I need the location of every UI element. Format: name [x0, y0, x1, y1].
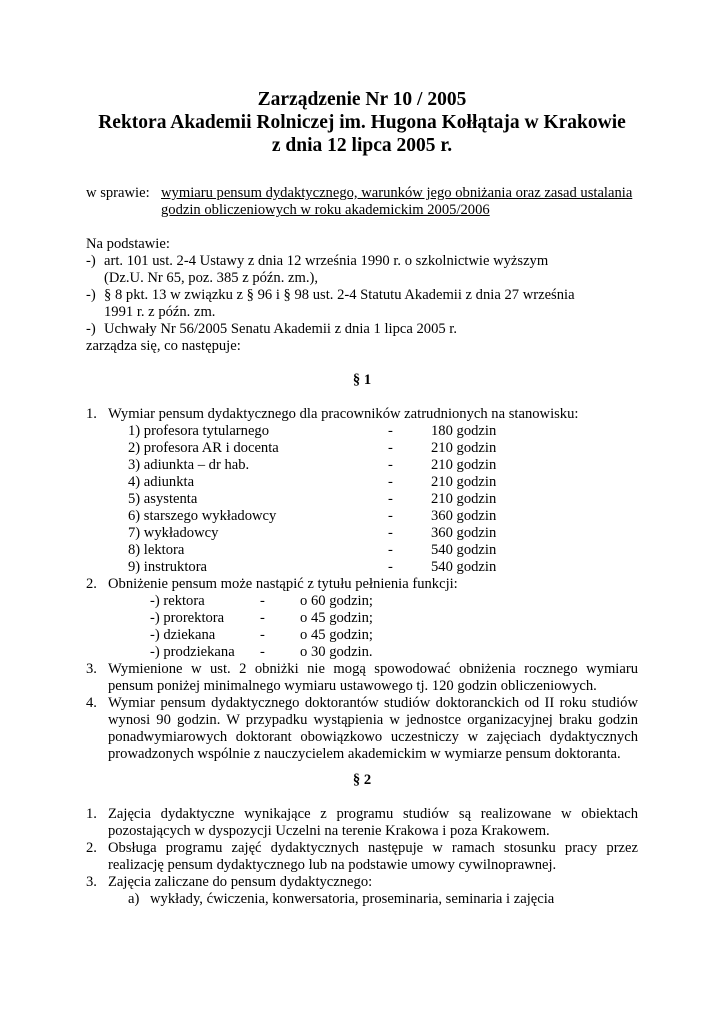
document-title-date: z dnia 12 lipca 2005 r. [271, 135, 453, 156]
s1-p4-line-4: prowadzonych wspólnie z nauczycielem akademickim w wymiarze pensum doktoranta. [108, 746, 621, 762]
s1-p3-line-1: Wymienione w ust. 2 obniżki nie mogą spowodować obniżenia rocznego wymiaru [108, 661, 638, 677]
s1-p4-line-1: Wymiar pensum dydaktycznego doktorantów studiów doktoranckich od II roku studiów [108, 695, 638, 711]
pensum-row-label: 8) lektora [128, 542, 185, 558]
pensum-row-label: 4) adiunkta [128, 474, 195, 490]
s2-p2-number: 2. [86, 840, 97, 856]
reduction-row-value: o 45 godzin; [300, 627, 373, 643]
pensum-row-label: 3) adiunkta – dr hab. [128, 457, 250, 473]
reduction-row-dash: - [260, 610, 265, 626]
pensum-row-hours: 360 godzin [431, 525, 497, 541]
basis-item-2-line-1: § 8 pkt. 13 w związku z § 96 i § 98 ust. 2-4 Statutu Akademii z dnia 27 września [104, 287, 575, 303]
pensum-row-dash: - [388, 508, 393, 524]
s1-p3-number: 3. [86, 661, 97, 677]
pensum-row-dash: - [388, 474, 393, 490]
s2-p3-text: Zajęcia zaliczane do pensum dydaktycznego: [108, 874, 373, 890]
pensum-row-dash: - [388, 525, 393, 541]
pensum-row-hours: 360 godzin [431, 508, 497, 524]
pensum-row-dash: - [388, 440, 393, 456]
pensum-row-label: 7) wykładowcy [128, 525, 219, 541]
s2-p3-sub-a-marker: a) [128, 891, 140, 907]
basis-item-1-line-2: (Dz.U. Nr 65, poz. 385 z późn. zm.), [104, 270, 318, 286]
reduction-row-label: -) dziekana [150, 627, 216, 643]
pensum-row-dash: - [388, 542, 393, 558]
reduction-row-label: -) rektora [150, 593, 205, 609]
pensum-row-dash: - [388, 491, 393, 507]
pensum-row-label: 6) starszego wykładowcy [128, 508, 277, 524]
document-title-number: Zarządzenie Nr 10 / 2005 [257, 89, 467, 110]
pensum-row-dash: - [388, 423, 393, 439]
s2-p3-number: 3. [86, 874, 97, 890]
reduction-row-dash: - [260, 627, 265, 643]
subject-label: w sprawie: [86, 185, 150, 201]
pensum-row-hours: 210 godzin [431, 440, 497, 456]
s1-p1-text: Wymiar pensum dydaktycznego dla pracowników zatrudnionych na stanowisku: [108, 406, 579, 422]
pensum-row-hours: 540 godzin [431, 542, 497, 558]
pensum-row-hours: 210 godzin [431, 474, 497, 490]
basis-closing: zarządza się, co następuje: [86, 338, 241, 354]
s2-p3-sub-a-text: wykłady, ćwiczenia, konwersatoria, proseminaria, seminaria i zajęcia [150, 891, 555, 907]
pensum-row-label: 1) profesora tytularnego [128, 423, 270, 439]
s1-p1-number: 1. [86, 406, 97, 422]
s2-p1-line-1: Zajęcia dydaktyczne wynikające z programu studiów są realizowane w obiektach [108, 806, 638, 822]
document-title-issuer: Rektora Akademii Rolniczej im. Hugona Kołłątaja w Krakowie [98, 112, 626, 133]
s2-p1-number: 1. [86, 806, 97, 822]
subject-line-1: wymiaru pensum dydaktycznego, warunków jego obniżania oraz zasad ustalania [161, 185, 633, 201]
pensum-row-hours: 210 godzin [431, 457, 497, 473]
reduction-row-value: o 45 godzin; [300, 610, 373, 626]
pensum-row-hours: 540 godzin [431, 559, 497, 575]
reduction-row-dash: - [260, 644, 265, 660]
basis-item-1-line-1: art. 101 ust. 2-4 Ustawy z dnia 12 września 1990 r. o szkolnictwie wyższym [104, 253, 549, 269]
subject-line-2: godzin obliczeniowych w roku akademickim 2005/2006 [161, 202, 490, 218]
pensum-row-hours: 210 godzin [431, 491, 497, 507]
basis-marker-3: -) [86, 321, 96, 337]
s1-p4-line-2: wynosi 90 godzin. W przypadku wystąpienia w jednostce organizacyjnej braku godzin [108, 712, 638, 728]
reduction-row-label: -) prodziekana [150, 644, 235, 660]
basis-marker-2: -) [86, 287, 96, 303]
s1-p2-number: 2. [86, 576, 97, 592]
basis-item-3-line-1: Uchwały Nr 56/2005 Senatu Akademii z dnia 1 lipca 2005 r. [104, 321, 458, 337]
pensum-row-label: 9) instruktora [128, 559, 208, 575]
pensum-row-label: 5) asystenta [128, 491, 198, 507]
s1-p4-line-3: ponadwymiarowych doktorant obowiązkowo uczestniczy w zajęciach dydaktycznych [108, 729, 638, 745]
s2-p2-line-2: realizację pensum dydaktycznego lub na podstawie umowy cywilnoprawnej. [108, 857, 557, 873]
reduction-row-dash: - [260, 593, 265, 609]
basis-intro: Na podstawie: [86, 236, 170, 252]
pensum-row-hours: 180 godzin [431, 423, 497, 439]
reduction-row-value: o 30 godzin. [300, 644, 373, 660]
s1-p2-text: Obniżenie pensum może nastąpić z tytułu pełnienia funkcji: [108, 576, 458, 592]
pensum-row-label: 2) profesora AR i docenta [128, 440, 279, 456]
basis-marker-1: -) [86, 253, 96, 269]
pensum-row-dash: - [388, 559, 393, 575]
s2-p2-line-1: Obsługa programu zajęć dydaktycznych następuje w ramach stosunku pracy przez [108, 840, 638, 856]
section-1-heading: § 1 [352, 372, 372, 388]
reduction-row-value: o 60 godzin; [300, 593, 373, 609]
reduction-row-label: -) prorektora [150, 610, 225, 626]
s2-p1-line-2: pozostających w dyspozycji Uczelni na terenie Krakowa i poza Krakowem. [108, 823, 550, 839]
basis-item-2-line-2: 1991 r. z późn. zm. [104, 304, 216, 320]
section-2-heading: § 2 [352, 772, 372, 788]
pensum-row-dash: - [388, 457, 393, 473]
s1-p4-number: 4. [86, 695, 97, 711]
s1-p3-line-2: pensum poniżej minimalnego wymiaru ustawowego tj. 120 godzin obliczeniowych. [108, 678, 597, 694]
